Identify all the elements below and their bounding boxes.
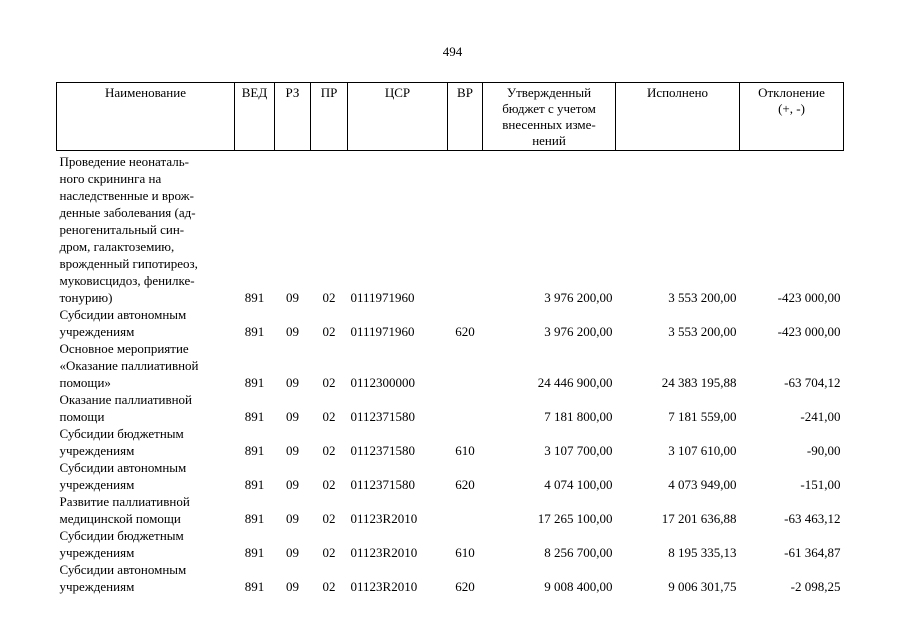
cell-approved: 24 446 900,00 [537,375,613,390]
cell-executed: 3 107 610,00 [668,443,737,458]
cell-vr: 610 [455,443,475,458]
cell-vr [448,151,483,307]
cell-deviation: -63 463,12 [784,511,841,526]
cell-name: Оказание паллиативной помощи [59,392,193,424]
table-row [57,561,844,595]
budget-table [56,82,844,595]
cell-rz: 09 [286,324,299,339]
cell-csr: 0111971960 [350,324,415,339]
cell-approved: 3 107 700,00 [544,443,613,458]
cell-deviation: -151,00 [800,477,841,492]
cell-rz: 09 [286,579,299,594]
header-rz: РЗ [275,83,311,151]
cell-vr [448,340,483,391]
cell-ved: 891 [244,409,265,424]
header-deviation: Отклонение (+, -) [740,83,844,151]
cell-approved: 17 265 100,00 [537,511,613,526]
table-row [57,493,844,527]
cell-approved: 3 976 200,00 [544,324,613,339]
cell-rz: 09 [286,477,299,492]
cell-vr: 610 [455,545,475,560]
cell-vr [448,493,483,527]
cell-ved: 891 [244,290,265,305]
header-vr: ВР [448,83,483,151]
cell-pr: 02 [322,375,336,390]
cell-pr: 02 [322,545,336,560]
table-row [57,340,844,391]
cell-rz: 09 [286,375,299,390]
cell-ved: 891 [244,579,265,594]
cell-vr: 620 [455,477,475,492]
cell-pr: 02 [322,511,336,526]
table-row [57,425,844,459]
cell-ved: 891 [244,511,265,526]
cell-rz: 09 [286,511,299,526]
cell-executed: 3 553 200,00 [668,324,737,339]
cell-executed: 24 383 195,88 [661,375,737,390]
table-row [57,306,844,340]
cell-ved: 891 [244,324,265,339]
cell-csr: 0112371580 [350,443,416,458]
cell-approved: 9 008 400,00 [544,579,613,594]
table-row [57,151,844,307]
cell-csr: 01123R2010 [350,511,418,526]
cell-rz: 09 [286,443,299,458]
cell-vr: 620 [455,579,475,594]
cell-pr: 02 [322,477,336,492]
cell-ved: 891 [244,477,265,492]
table-row [57,459,844,493]
header-ved: ВЕД [235,83,275,151]
cell-deviation: -63 704,12 [784,375,841,390]
page-number: 494 [442,44,463,59]
cell-executed: 7 181 559,00 [668,409,737,424]
cell-vr [448,391,483,425]
cell-name: Субсидии автономным учреждениям [59,460,187,492]
cell-csr: 0112300000 [350,375,416,390]
cell-ved: 891 [244,375,265,390]
header-pr: ПР [311,83,348,151]
cell-rz: 09 [286,545,299,560]
header-csr: ЦСР [348,83,448,151]
cell-pr: 02 [322,579,336,594]
header-approved: Утвержденный бюджет с учетом внесенных изме- нений [483,83,616,151]
cell-approved: 3 976 200,00 [544,290,613,305]
cell-name: Субсидии автономным учреждениям [59,307,187,339]
cell-csr: 0111971960 [350,290,415,305]
cell-name: Субсидии автономным учреждениям [59,562,187,594]
cell-rz: 09 [286,409,299,424]
cell-vr: 620 [455,324,475,339]
cell-deviation: -61 364,87 [784,545,841,560]
cell-csr: 0112371580 [350,409,416,424]
cell-deviation: -423 000,00 [777,290,841,305]
cell-approved: 4 074 100,00 [544,477,613,492]
cell-ved: 891 [244,443,265,458]
cell-approved: 7 181 800,00 [544,409,613,424]
cell-name: Субсидии бюджетным учреждениям [59,426,184,458]
cell-csr: 01123R2010 [350,545,418,560]
table-row [57,527,844,561]
cell-ved: 891 [244,545,265,560]
cell-name: Проведение неонаталь- ного скрининга на наследственные и врож- денные заболевания (ад- реногенитальный син- дром, галактоземию, врожденный гипотиреоз, муковисцидоз, фенилке- тонурию) [59,154,198,305]
cell-pr: 02 [322,324,336,339]
cell-name: Субсидии бюджетным учреждениям [59,528,184,560]
cell-csr: 01123R2010 [350,579,418,594]
header-name: Наименование [57,83,235,151]
cell-approved: 8 256 700,00 [544,545,613,560]
cell-rz: 09 [286,290,299,305]
cell-deviation: -423 000,00 [777,324,841,339]
cell-executed: 9 006 301,75 [668,579,737,594]
header-executed: Исполнено [616,83,740,151]
cell-name: Основное мероприятие «Оказание паллиативной помощи» [59,341,199,390]
cell-name: Развитие паллиативной медицинской помощи [59,494,190,526]
cell-csr: 0112371580 [350,477,416,492]
cell-deviation: -241,00 [800,409,841,424]
cell-executed: 4 073 949,00 [668,477,737,492]
cell-pr: 02 [322,290,336,305]
cell-pr: 02 [322,443,336,458]
table-row [57,391,844,425]
cell-executed: 8 195 335,13 [668,545,737,560]
cell-executed: 17 201 636,88 [661,511,737,526]
cell-deviation: -90,00 [806,443,841,458]
cell-executed: 3 553 200,00 [668,290,737,305]
cell-deviation: -2 098,25 [790,579,841,594]
header-row [57,83,844,151]
cell-pr: 02 [322,409,336,424]
